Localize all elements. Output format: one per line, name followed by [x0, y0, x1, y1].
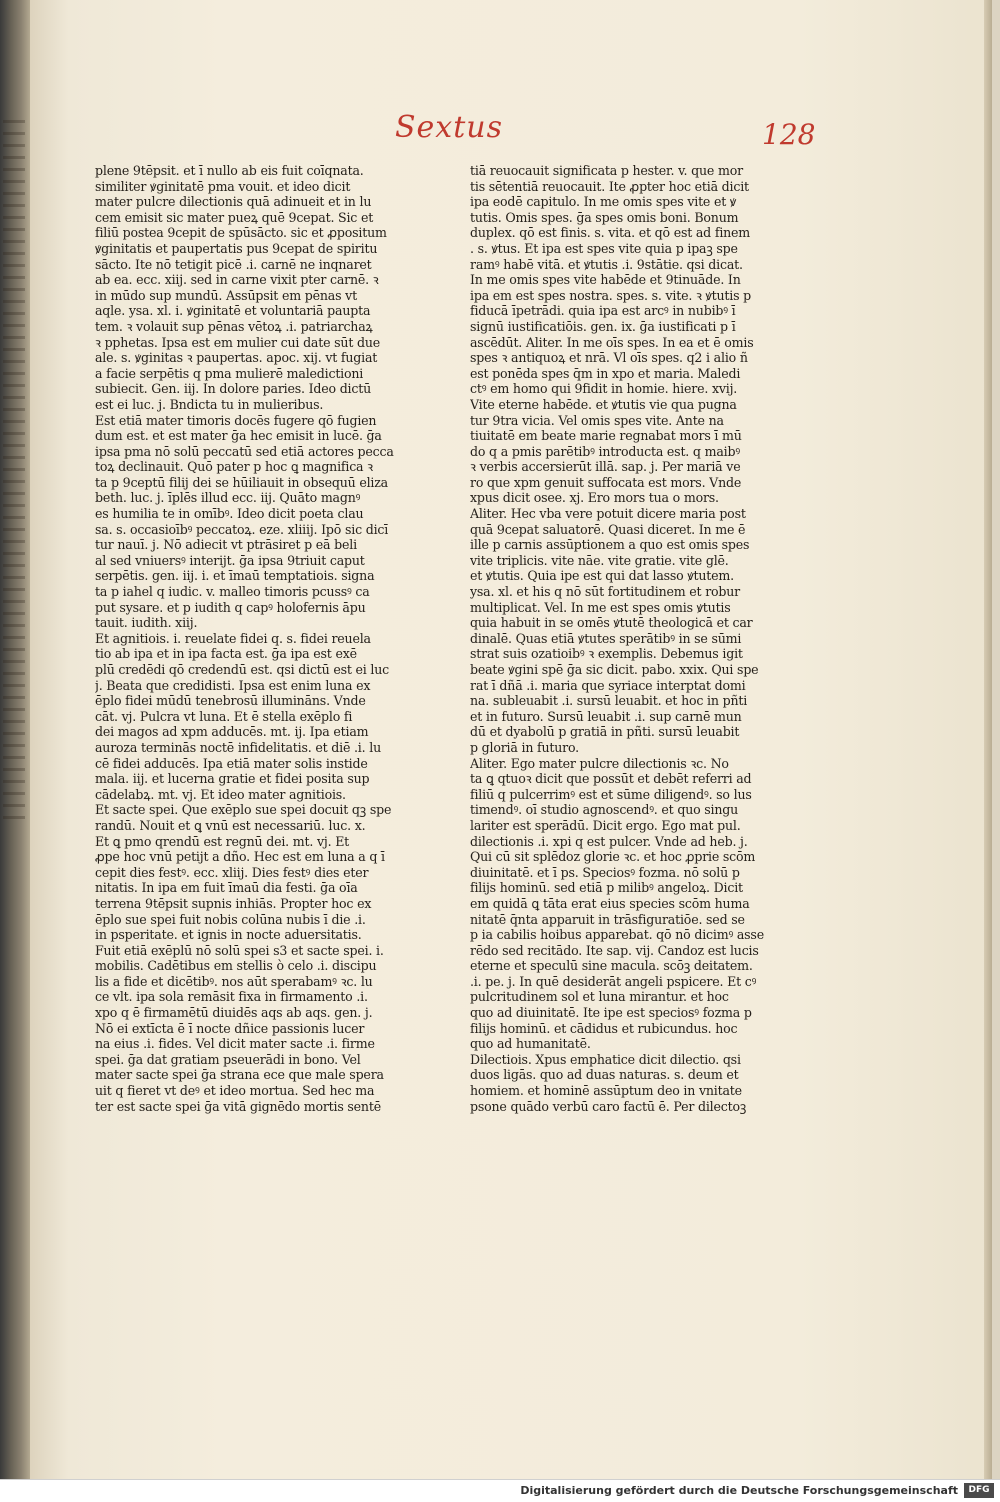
text-line: homiem. et hominē assūptum deo in vnitate	[470, 1083, 742, 1099]
text-line: ta ꝗ qtuoꝛ dicit que possūt et debēt referri ad	[470, 771, 752, 787]
text-line: Vite eterne habēde. et ꝟtutis vie qua pugna	[470, 396, 737, 412]
text-line: j. Beata que credidisti. Ipsa est enim luna ex	[95, 677, 371, 693]
text-line: put sysare. et p iudith q capꝰ holofernis āpu	[95, 599, 366, 615]
text-line: p ia cabilis hoibus apparebat. qō nō dicimꝰ asse	[470, 927, 764, 943]
text-line: diuinitatē. et ī ps. Speciosꝰ fozma. nō solū p	[470, 864, 740, 880]
text-line: a facie serpētis q pma mulierē maledictioni	[95, 365, 364, 381]
text-line: es humilia te in omībꝰ. Ideo dicit poeta clau	[95, 506, 364, 522]
text-line: filijs hominū. sed etiā p milibꝰ angeloꝝ. Dicit	[470, 880, 743, 896]
text-line: serpētis. gen. iij. i. et īmaū temptatiois. signa	[95, 568, 375, 584]
text-line: tauit. iudith. xiij.	[95, 615, 198, 631]
text-line: spes ꝛ antiquoꝝ et nrā. Vl oīs spes. q2 i alio ñ	[470, 350, 748, 366]
text-line: tiā reuocauit significata p hester. v. que mor	[470, 163, 743, 178]
text-line: duos ligās. quo ad duas naturas. s. deum et	[470, 1067, 739, 1083]
text-line: sācto. Ite nō tetigit picē .i. carnē ne inqnaret	[95, 256, 372, 272]
book-spine	[0, 0, 30, 1480]
text-line: Fuit etiā exēplū nō solū spei s3 et sacte spei. i.	[95, 942, 384, 958]
text-line: p gloriā in futuro.	[470, 739, 579, 755]
text-line: cem emisit sic mater pueꝝ quē 9cepat. Sic et	[95, 209, 374, 225]
text-line: ascēdūt. Aliter. In me oīs spes. In ea et ē omis	[470, 334, 754, 350]
text-line: quā 9cepat saluatorē. Quasi diceret. In me ē	[470, 521, 746, 537]
text-line: xpo q ē firmamētū diuidēs aqs ab aqs. gen. j.	[95, 1005, 373, 1021]
text-line: quo ad humanitatē.	[470, 1036, 591, 1052]
text-line: et ꝟtutis. Quia ipe est qui dat lasso ꝟtutem.	[470, 568, 734, 584]
page-edge	[984, 0, 992, 1480]
text-line: Dilectiois. Xpus emphatice dicit dilectio. qsi	[470, 1051, 741, 1067]
text-line: eterne et speculū sine macula. scōꝫ deitatem.	[470, 958, 753, 974]
text-line: na. subleuabit .i. sursū leuabit. et hoc in pñti	[470, 693, 748, 709]
text-line: . s. ꝟtus. Et ipa est spes vite quia p ipaꝫ spe	[470, 240, 738, 256]
text-line: ter est sacte spei ḡa vitā gignēdo mortis sentē	[95, 1098, 381, 1114]
text-line: strat suis ozatioibꝰ ꝛ exemplis. Debemus igit	[470, 646, 743, 662]
text-line: ctꝰ em homo qui 9fidit in homie. hiere. xvij.	[470, 381, 738, 397]
text-line: dū et dyabolū p gratiā in pñti. sursū leuabit	[470, 724, 740, 740]
text-line: terrena 9tēpsit supnis inhiās. Propter hoc ex	[95, 895, 372, 911]
text-line: sa. s. occasioībꝰ peccatoꝝ. eze. xliiij. Ipō sic dicī	[95, 521, 389, 537]
text-line: ille p carnis assūptionem a quo est omis spes	[470, 537, 750, 553]
text-line: et in futuro. Sursū leuabit .i. sup carnē mun	[470, 708, 742, 724]
text-line: ꝛ verbis accersierūt illā. sap. j. Per mariā ve	[470, 459, 741, 475]
text-line: plū credēdi qō credendū est. qsi dictū est ei luc	[95, 662, 390, 677]
text-line: duplex. qō est finis. s. vita. et qō est ad finem	[470, 225, 751, 241]
text-line: cādelabꝝ. mt. vj. Et ideo mater agnitiois.	[95, 786, 346, 802]
text-line: beth. luc. j. īplēs illud ecc. iij. Quāto magnꝰ	[95, 490, 361, 506]
text-line: Aliter. Ego mater pulcre dilectionis ꝛc. No	[470, 755, 729, 771]
text-line: ēplo fidei mūdū tenebrosū illumināns. Vnde	[95, 693, 366, 709]
text-line: ysa. xl. et his q nō sūt fortitudinem et robur	[470, 584, 740, 600]
text-line: Et ꝗ pmo qrendū est regnū dei. mt. vj. Et	[95, 833, 350, 849]
text-line: lis a fide et dicētibꝰ. nos aūt sperabamꝰ ꝛc. lu	[95, 973, 373, 989]
text-line: dei magos ad xpm adducēs. mt. ij. Ipa etiam	[95, 724, 369, 740]
text-line: ipa em est spes nostra. spes. s. vite. ꝛ ꝟtutis p	[470, 287, 752, 303]
text-line: ta p iahel q iudic. v. malleo timoris pcussꝰ ca	[95, 584, 370, 600]
text-line: nitatē q̄nta apparuit in trāsfiguratiōe. sed se	[470, 911, 745, 927]
text-line: do q a pmis parētibꝰ introducta est. q maibꝰ	[470, 443, 740, 459]
text-line: Aliter. Hec vba vere potuit dicere maria post	[470, 506, 746, 522]
text-line: ce vlt. ipa sola remāsit fixa in firmamento .i.	[95, 989, 368, 1005]
text-line: ipa eodē capitulo. In me omis spes vite et ꝟ	[470, 194, 737, 210]
text-line: mobilis. Cadētibus em stellis ò celo .i. discipu	[95, 958, 377, 974]
text-line: aqle. ysa. xl. i. ꝟginitatē et voluntariā paupta	[95, 303, 371, 319]
text-line: est ei luc. j. Bndicta tu in mulieribus.	[95, 396, 324, 412]
text-line: rēdo sed recitādo. Ite sap. vij. Candoz est lucis	[470, 942, 759, 958]
text-line: tutis. Omis spes. ḡa spes omis boni. Bonum	[470, 209, 739, 225]
text-line: rat ī dñā .i. maria que syriace interptat domi	[470, 677, 746, 693]
text-line: cē fidei adducēs. Ipa etiā mater solis instide	[95, 755, 368, 771]
text-line: ꝛ pphetas. Ipsa est em mulier cui date sūt due	[95, 334, 381, 350]
text-line: al sed vniuersꝰ interijt. ḡa ipsa 9triuit caput	[95, 552, 365, 568]
text-line: timendꝰ. oī studio agnoscendꝰ. et quo singu	[470, 802, 739, 818]
text-line: xpus dicit osee. xj. Ero mors tua o mors.	[470, 490, 719, 506]
text-line: uit q fieret vt deꝰ et ideo mortua. Sed hec ma	[95, 1083, 375, 1099]
text-line: in mūdo sup mundū. Assūpsit em pēnas vt	[95, 287, 357, 303]
text-line: ab ea. ecc. xiij. sed in carne vixit pter carnē. ꝛ	[95, 272, 379, 288]
text-line: ramꝰ habē vitā. et ꝟtutis .i. 9stātie. qsi dicat.	[470, 256, 743, 272]
text-line: est ponēda spes q̄m in xpo et maria. Maledi	[470, 365, 741, 381]
text-line: psone quādo verbū caro factū ē. Per dilectoꝫ	[470, 1098, 747, 1114]
text-line: toꝝ declinauit. Quō pater p hoc ꝗ magnifica ꝛ	[95, 459, 373, 475]
text-line: similiter ꝟginitatē pma vouit. et ideo dicit	[95, 178, 351, 194]
text-line: cāt. vj. Pulcra vt luna. Et ē stella exēplo fi	[95, 708, 353, 724]
text-line: tem. ꝛ volauit sup pēnas vētoꝝ .i. patriarchaꝝ	[95, 318, 373, 334]
text-line: tis sētentiā reuocauit. Ite ꝓpter hoc etiā dicit	[470, 178, 749, 194]
text-line: dinalē. Quas etiā ꝟtutes sperātibꝰ in se sūmi	[470, 630, 742, 646]
text-line: nitatis. In ipa em fuit īmaū dia festi. ḡa oīa	[95, 880, 358, 896]
text-line: pulcritudinem sol et luna mirantur. et hoc	[470, 989, 729, 1005]
text-line: ꝓpe hoc vnū petijt a dño. Hec est em luna a q ī	[95, 849, 385, 865]
text-line: auroza terminās noctē infidelitatis. et diē .i. lu	[95, 739, 381, 755]
text-line: spei. ḡa dat gratiam pseuerādi in bono. Vel	[95, 1051, 361, 1067]
dfg-logo: DFG	[964, 1483, 994, 1498]
text-line: subiecit. Gen. iij. In dolore paries. Ideo dictū	[95, 381, 372, 397]
text-line: cepit dies festꝰ. ecc. xliij. Dies festꝰ dies eter	[95, 864, 369, 880]
text-line: signū iustificatiōis. gen. ix. ḡa iustificati p ī	[470, 318, 736, 334]
text-line: dilectionis .i. xpi q est pulcer. Vnde ad heb. j.	[470, 833, 748, 849]
left-text-column	[95, 163, 425, 1114]
text-line: plene 9tēpsit. et ī nullo ab eis fuit coīqnata.	[95, 163, 364, 178]
text-line: ipsa pma nō solū peccatū sed etiā actores pecca	[95, 443, 394, 459]
text-line: quia habuit in se omēs ꝟtutē theologicā et car	[470, 615, 753, 631]
text-line: Et agnitiois. i. reuelate fidei q. s. fidei reuela	[95, 630, 371, 646]
text-line: tio ab ipa et in ipa facta est. ḡa ipa est exē	[95, 646, 357, 662]
footer-bar	[0, 1479, 1000, 1502]
right-text-column	[470, 163, 800, 1114]
text-line: mater sacte spei ḡa strana ece que male spera	[95, 1067, 384, 1083]
text-line: dum est. et est mater ḡa hec emisit in lucē. ḡa	[95, 428, 382, 444]
text-line: mater pulcre dilectionis quā adinueit et in lu	[95, 194, 372, 210]
text-line: Est etiā mater timoris docēs fugere qō fugien	[95, 412, 377, 428]
text-line: Nō ei extīcta ē ī nocte dñice passionis lucer	[95, 1020, 365, 1036]
text-line: ta p 9ceptū filij dei se hūiliauit in obsequū eliza	[95, 474, 388, 490]
text-line: randū. Nouit et ꝗ vnū est necessariū. luc. x.	[95, 817, 366, 833]
text-line: Qui cū sit splēdoz glorie ꝛc. et hoc ꝓprie scōm	[470, 849, 756, 865]
folio-number: 128	[762, 118, 816, 151]
text-line: lariter est sperādū. Dicit ergo. Ego mat pul.	[470, 817, 741, 833]
text-line: quo ad diuinitatē. Ite ipe est speciosꝰ fozma p	[470, 1005, 752, 1021]
text-line: beate ꝟgini spē ḡa sic dicit. pabo. xxix. Qui spe	[470, 662, 759, 677]
text-line: na eius .i. fides. Vel dicit mater sacte .i. firme	[95, 1036, 375, 1052]
text-line: In me omis spes vite habēde et 9tinuāde. In	[470, 272, 741, 288]
text-line: ale. s. ꝟginitas ꝛ paupertas. apoc. xij. vt fugiat	[95, 350, 378, 366]
text-line: ro que xpm genuit suffocata est mors. Vnde	[470, 474, 742, 490]
text-line: em quidā ꝗ tāta erat eius species scōm huma	[470, 895, 750, 911]
text-line: filiū q pulcerrimꝰ est et sūme diligendꝰ. so lus	[470, 786, 752, 802]
text-line: ꝟginitatis et paupertatis pus 9cepat de spiritu	[95, 240, 378, 256]
text-line: ēplo sue spei fuit nobis colūna nubis ī die .i.	[95, 911, 366, 927]
text-line: fiducā īpetrādi. quia ipa est arcꝰ in nubibꝰ ī	[470, 303, 736, 319]
text-line: multiplicat. Vel. In me est spes omis ꝟtutis	[470, 599, 731, 615]
text-line: tur 9tra vicia. Vel omis spes vite. Ante na	[470, 412, 724, 428]
text-line: Et sacte spei. Que exēplo sue spei docuit qꝫ spe	[95, 802, 392, 818]
text-line: .i. pe. j. In quē desiderāt angeli pspicere. Et cꝰ	[470, 973, 757, 989]
text-line: vite triplicis. vite nāe. vite gratie. vite glē.	[470, 552, 729, 568]
text-line: filiū postea 9cepit de spūsācto. sic et ꝓpositum	[95, 225, 387, 241]
funding-credit: Digitalisierung gefördert durch die Deutsche Forschungsgemeinschaft	[520, 1484, 958, 1497]
text-line: mala. iij. et lucerna gratie et fidei posita sup	[95, 771, 370, 787]
text-line: tur nauī. j. Nō adiecit vt ptrāsiret p eā beli	[95, 537, 357, 553]
text-line: tiuitatē em beate marie regnabat mors ī mū	[470, 428, 742, 444]
running-heading: Sextus	[395, 110, 503, 145]
spine-bleed-text	[3, 120, 25, 820]
text-line: filijs hominū. et cādidus et rubicundus. hoc	[470, 1020, 738, 1036]
text-line: in psperitate. et ignis in nocte aduersitatis.	[95, 927, 362, 943]
